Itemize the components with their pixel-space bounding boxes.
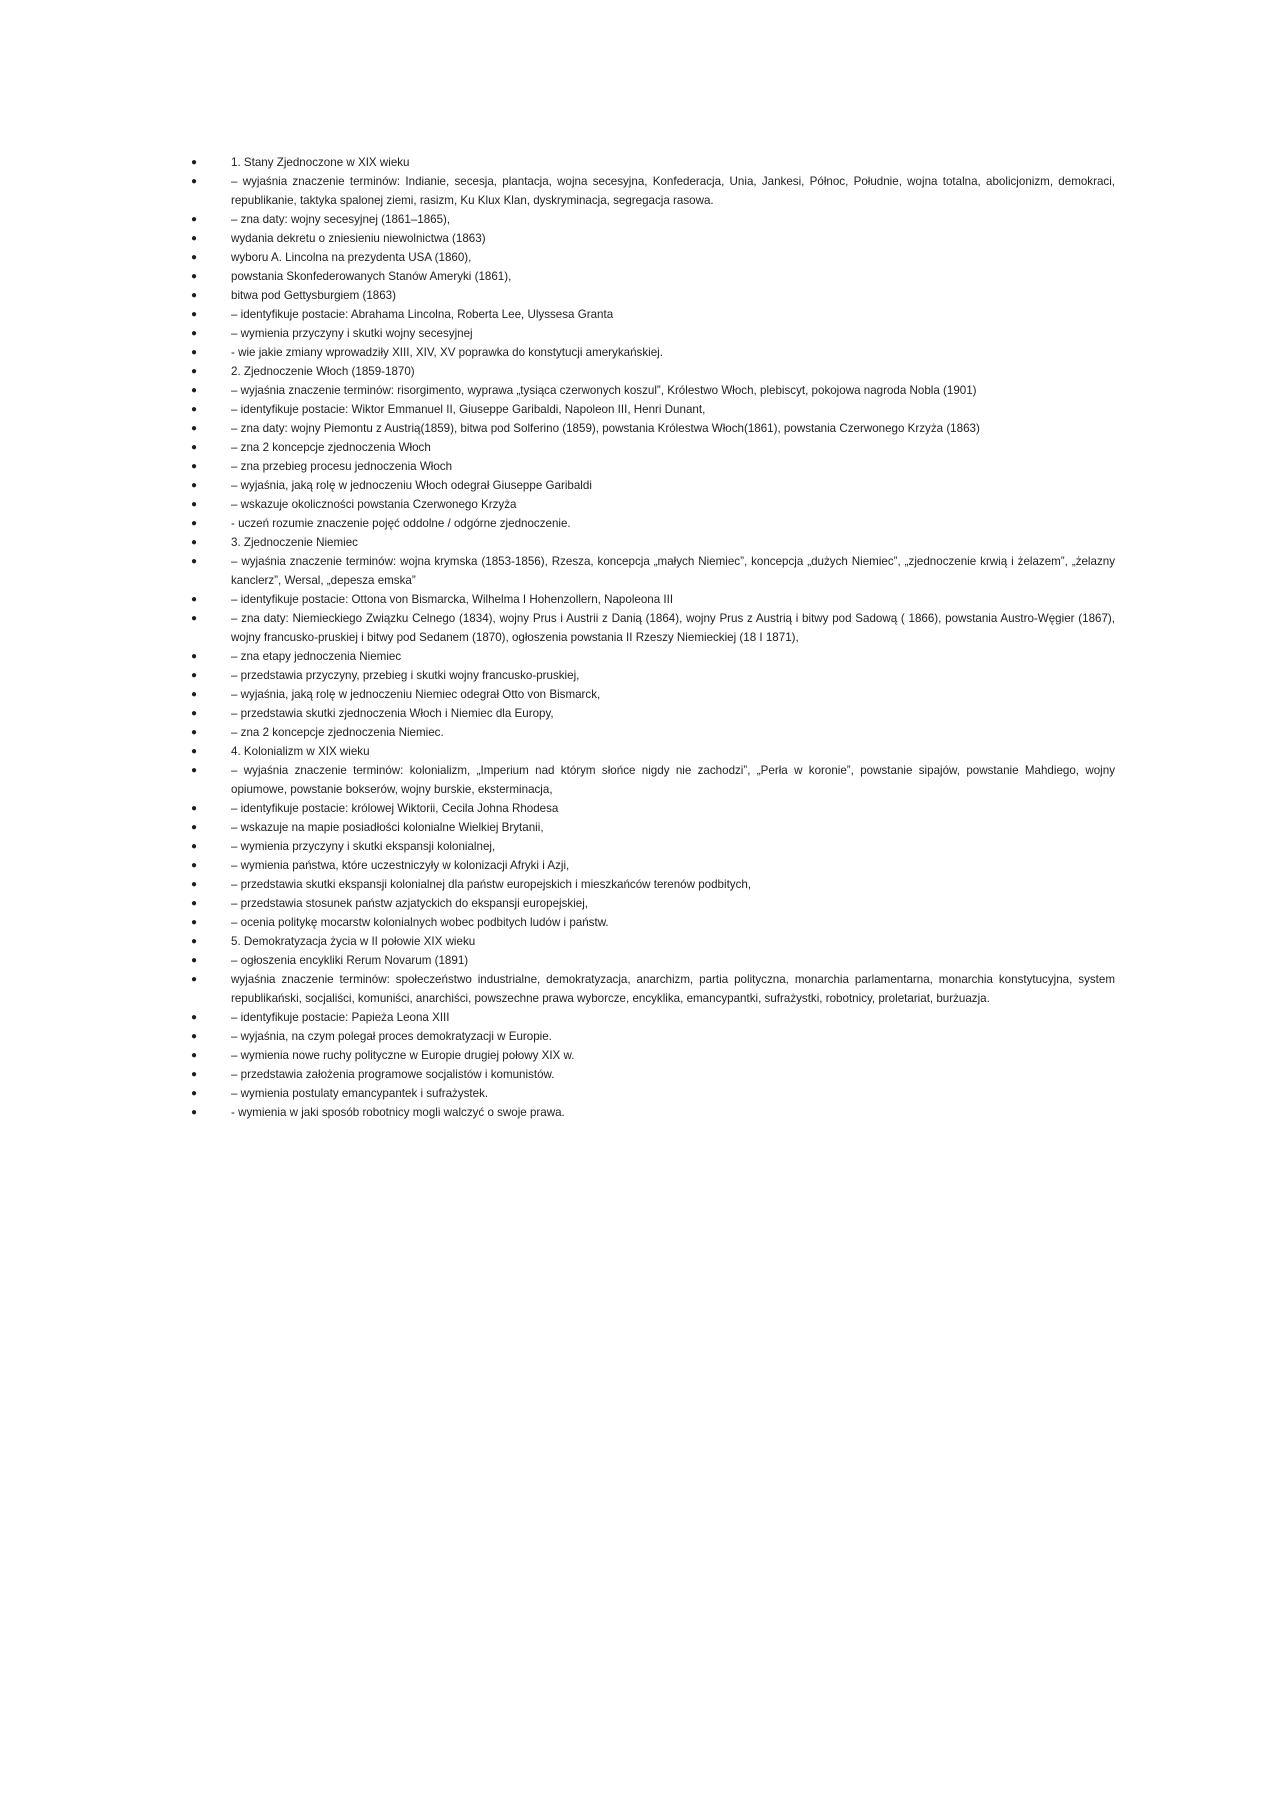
list-item (0, 951, 1280, 970)
bullet-icon: ● (191, 670, 198, 681)
list-item-text: – wyjaśnia znaczenie terminów: kolonializm, „Imperium nad którym słońce nigdy nie zachodzi”, „Perła w koronie”, powstanie sipajów, powstanie Mahdiego, wojny opiumowe, powstanie bokserów, wojny burskie, eksterminacja, (231, 764, 1115, 796)
list-item-text: – zna 2 koncepcje zjednoczenia Włoch (231, 441, 431, 454)
list-item-text: 5. Demokratyzacja życia w II połowie XIX wieku (231, 935, 476, 948)
bullet-icon: ● (191, 936, 198, 947)
bullet-icon: ● (191, 366, 198, 377)
list-item (0, 381, 1280, 400)
bullet-icon: ● (191, 594, 198, 605)
list-item (0, 666, 1280, 685)
bullet-icon: ● (191, 176, 198, 187)
bullet-icon: ● (191, 860, 198, 871)
list-item-text: – wyjaśnia znaczenie terminów: wojna krymska (1853-1856), Rzesza, koncepcja „małych Niemiec”, koncepcja „dużych Niemiec”, „zjednoczenie krwią i żelazem”, „żelazny kanclerz”, Wersal, „depesza emska” (231, 555, 1115, 587)
bullet-icon: ● (191, 1012, 198, 1023)
bullet-icon: ● (191, 157, 198, 168)
list-item-text: – wymienia nowe ruchy polityczne w Europie drugiej połowy XIX w. (231, 1049, 575, 1062)
list-item (0, 305, 1280, 324)
list-item-text: – przedstawia przyczyny, przebieg i skutki wojny francusko-pruskiej, (231, 669, 580, 682)
list-item-text: – wyjaśnia znaczenie terminów: risorgimento, wyprawa „tysiąca czerwonych koszul”, Królestwo Włoch, plebiscyt, pokojowa nagroda Nobla (1901) (231, 384, 977, 397)
list-item (0, 913, 1280, 932)
list-item (0, 552, 1280, 590)
bullet-icon: ● (191, 1050, 198, 1061)
bullet-icon: ● (191, 727, 198, 738)
list-item-text: – przedstawia skutki zjednoczenia Włoch i Niemiec dla Europy, (231, 707, 554, 720)
bullet-icon: ● (191, 841, 198, 852)
bullet-icon: ● (191, 689, 198, 700)
list-item-text: – wyjaśnia znaczenie terminów: Indianie, secesja, plantacja, wojna secesyjna, Konfederacja, Unia, Jankesi, Północ, Południe, wojna totalna, abolicjonizm, demokraci, republikanie, taktyka spalonej ziemi, rasizm, Ku Klux Klan, dyskryminacja, segregacja rasowa. (231, 175, 1115, 207)
list-item (0, 362, 1280, 381)
list-item-text: – wyjaśnia, jaką rolę w jednoczeniu Niemiec odegrał Otto von Bismarck, (231, 688, 601, 701)
bullet-icon: ● (191, 1031, 198, 1042)
list-item (0, 837, 1280, 856)
list-item (0, 932, 1280, 951)
bullet-icon: ● (191, 385, 198, 396)
list-item-text: wydania dekretu o zniesieniu niewolnictwa (1863) (231, 232, 486, 245)
list-item (0, 533, 1280, 552)
bullet-icon: ● (191, 974, 198, 985)
list-item-text: 2. Zjednoczenie Włoch (1859-1870) (231, 365, 415, 378)
list-item (0, 970, 1280, 1008)
list-item (0, 723, 1280, 742)
list-item-text: – identyfikuje postacie: Ottona von Bismarcka, Wilhelma I Hohenzollern, Napoleona III (231, 593, 674, 606)
list-item-text: – ocenia politykę mocarstw kolonialnych wobec podbitych ludów i państw. (231, 916, 609, 929)
bullet-icon: ● (191, 556, 198, 567)
list-item-text: – zna daty: wojny secesyjnej (1861–1865), (231, 213, 451, 226)
list-item-text: - wymienia w jaki sposób robotnicy mogli walczyć o swoje prawa. (231, 1106, 565, 1119)
bullet-icon: ● (191, 708, 198, 719)
list-item (0, 400, 1280, 419)
list-item-text: – zna daty: wojny Piemontu z Austrią(1859), bitwa pod Solferino (1859), powstania Królestwa Włoch(1861), powstania Czerwonego Krzyża (1863) (231, 422, 980, 435)
bullet-icon: ● (191, 898, 198, 909)
bullet-icon: ● (191, 233, 198, 244)
bullet-icon: ● (191, 518, 198, 529)
list-item (0, 343, 1280, 362)
list-item (0, 685, 1280, 704)
list-item-text: – ogłoszenia encykliki Rerum Novarum (1891) (231, 954, 469, 967)
list-item-text: 1. Stany Zjednoczone w XIX wieku (231, 156, 410, 169)
list-item-text: – przedstawia skutki ekspansji kolonialnej dla państw europejskich i mieszkańców terenów podbitych, (231, 878, 752, 891)
list-item-text: – zna daty: Niemieckiego Związku Celnego (1834), wojny Prus i Austrii z Danią (1864), wojny Prus z Austrią i bitwy pod Sadową ( 1866), powstania Austro-Węgier (1867), wojny francusko-pruskiej i bitwy pod Sedanem (1870), ogłoszenia powstania II Rzeszy Niemieckiej (18 I 1871), (231, 612, 1115, 644)
list-item-text: – wymienia państwa, które uczestniczyły w kolonizacji Afryki i Azji, (231, 859, 570, 872)
list-item (0, 875, 1280, 894)
list-item (0, 210, 1280, 229)
bullet-icon: ● (191, 499, 198, 510)
bullet-icon: ● (191, 442, 198, 453)
bullet-list (0, 153, 1280, 1122)
list-item-text: – przedstawia założenia programowe socjalistów i komunistów. (231, 1068, 555, 1081)
list-item-text: powstania Skonfederowanych Stanów Ameryki (1861), (231, 270, 512, 283)
list-item (0, 1103, 1280, 1122)
bullet-icon: ● (191, 917, 198, 928)
list-item (0, 894, 1280, 913)
bullet-icon: ● (191, 290, 198, 301)
list-item-text: 3. Zjednoczenie Niemiec (231, 536, 358, 549)
list-item (0, 248, 1280, 267)
bullet-icon: ● (191, 1107, 198, 1118)
bullet-icon: ● (191, 480, 198, 491)
list-item-text: wyboru A. Lincolna na prezydenta USA (1860), (231, 251, 472, 264)
bullet-icon: ● (191, 613, 198, 624)
list-item (0, 457, 1280, 476)
list-item-text: - wie jakie zmiany wprowadziły XIII, XIV, XV poprawka do konstytucji amerykańskiej. (231, 346, 663, 359)
list-item-text: – wyjaśnia, jaką rolę w jednoczeniu Włoch odegrał Giuseppe Garibaldi (231, 479, 592, 492)
list-item (0, 818, 1280, 837)
bullet-icon: ● (191, 347, 198, 358)
bullet-icon: ● (191, 955, 198, 966)
bullet-icon: ● (191, 1069, 198, 1080)
bullet-icon: ● (191, 879, 198, 890)
list-item (0, 514, 1280, 533)
list-item-text: – identyfikuje postacie: Abrahama Lincolna, Roberta Lee, Ulyssesa Granta (231, 308, 614, 321)
list-item (0, 153, 1280, 172)
list-item (0, 647, 1280, 666)
list-item (0, 1084, 1280, 1103)
list-item-text: – przedstawia stosunek państw azjatyckich do ekspansji europejskiej, (231, 897, 589, 910)
list-item-text: – identyfikuje postacie: Papieża Leona XIII (231, 1011, 450, 1024)
bullet-icon: ● (191, 1088, 198, 1099)
list-item (0, 590, 1280, 609)
list-item (0, 1027, 1280, 1046)
list-item (0, 419, 1280, 438)
bullet-icon: ● (191, 328, 198, 339)
list-item (0, 856, 1280, 875)
bullet-icon: ● (191, 746, 198, 757)
bullet-icon: ● (191, 252, 198, 263)
list-item (0, 495, 1280, 514)
list-item (0, 476, 1280, 495)
list-item-text: - uczeń rozumie znaczenie pojęć oddolne / odgórne zjednoczenie. (231, 517, 571, 530)
list-item (0, 324, 1280, 343)
bullet-icon: ● (191, 461, 198, 472)
list-item-text: – wskazuje okoliczności powstania Czerwonego Krzyża (231, 498, 517, 511)
list-item (0, 438, 1280, 457)
list-item-text: – wymienia przyczyny i skutki ekspansji kolonialnej, (231, 840, 496, 853)
bullet-icon: ● (191, 651, 198, 662)
bullet-icon: ● (191, 803, 198, 814)
list-item (0, 1008, 1280, 1027)
list-item (0, 172, 1280, 210)
bullet-icon: ● (191, 214, 198, 225)
list-item (0, 704, 1280, 723)
list-item-text: – zna przebieg procesu jednoczenia Włoch (231, 460, 453, 473)
bullet-icon: ● (191, 765, 198, 776)
bullet-icon: ● (191, 309, 198, 320)
list-item (0, 742, 1280, 761)
list-item (0, 267, 1280, 286)
bullet-icon: ● (191, 537, 198, 548)
list-item (0, 286, 1280, 305)
list-item-text: 4. Kolonializm w XIX wieku (231, 745, 370, 758)
list-item (0, 1046, 1280, 1065)
list-item (0, 761, 1280, 799)
list-item (0, 799, 1280, 818)
list-item (0, 1065, 1280, 1084)
list-item-text: – zna 2 koncepcje zjednoczenia Niemiec. (231, 726, 444, 739)
list-item-text: – wyjaśnia, na czym polegał proces demokratyzacji w Europie. (231, 1030, 552, 1043)
bullet-icon: ● (191, 271, 198, 282)
list-item-text: – wymienia postulaty emancypantek i sufrażystek. (231, 1087, 489, 1100)
bullet-icon: ● (191, 822, 198, 833)
list-item-text: – wymienia przyczyny i skutki wojny secesyjnej (231, 327, 473, 340)
list-item-text: – wskazuje na mapie posiadłości kolonialne Wielkiej Brytanii, (231, 821, 544, 834)
list-item-text: bitwa pod Gettysburgiem (1863) (231, 289, 396, 302)
list-item (0, 229, 1280, 248)
list-item-text: – identyfikuje postacie: królowej Wiktorii, Cecila Johna Rhodesa (231, 802, 559, 815)
list-item (0, 609, 1280, 647)
bullet-icon: ● (191, 423, 198, 434)
list-item-text: – identyfikuje postacie: Wiktor Emmanuel II, Giuseppe Garibaldi, Napoleon III, Henri Dunant, (231, 403, 706, 416)
list-item-text: – zna etapy jednoczenia Niemiec (231, 650, 402, 663)
list-item-text: wyjaśnia znaczenie terminów: społeczeństwo industrialne, demokratyzacja, anarchizm, partia polityczna, monarchia parlamentarna, monarchia konstytucyjna, system republikański, socjaliści, komuniści, anarchiści, powszechne prawa wyborcze, encyklika, emancypantki, sufrażystki, robotnicy, proletariat, burżuazja. (231, 973, 1115, 1005)
bullet-icon: ● (191, 404, 198, 415)
